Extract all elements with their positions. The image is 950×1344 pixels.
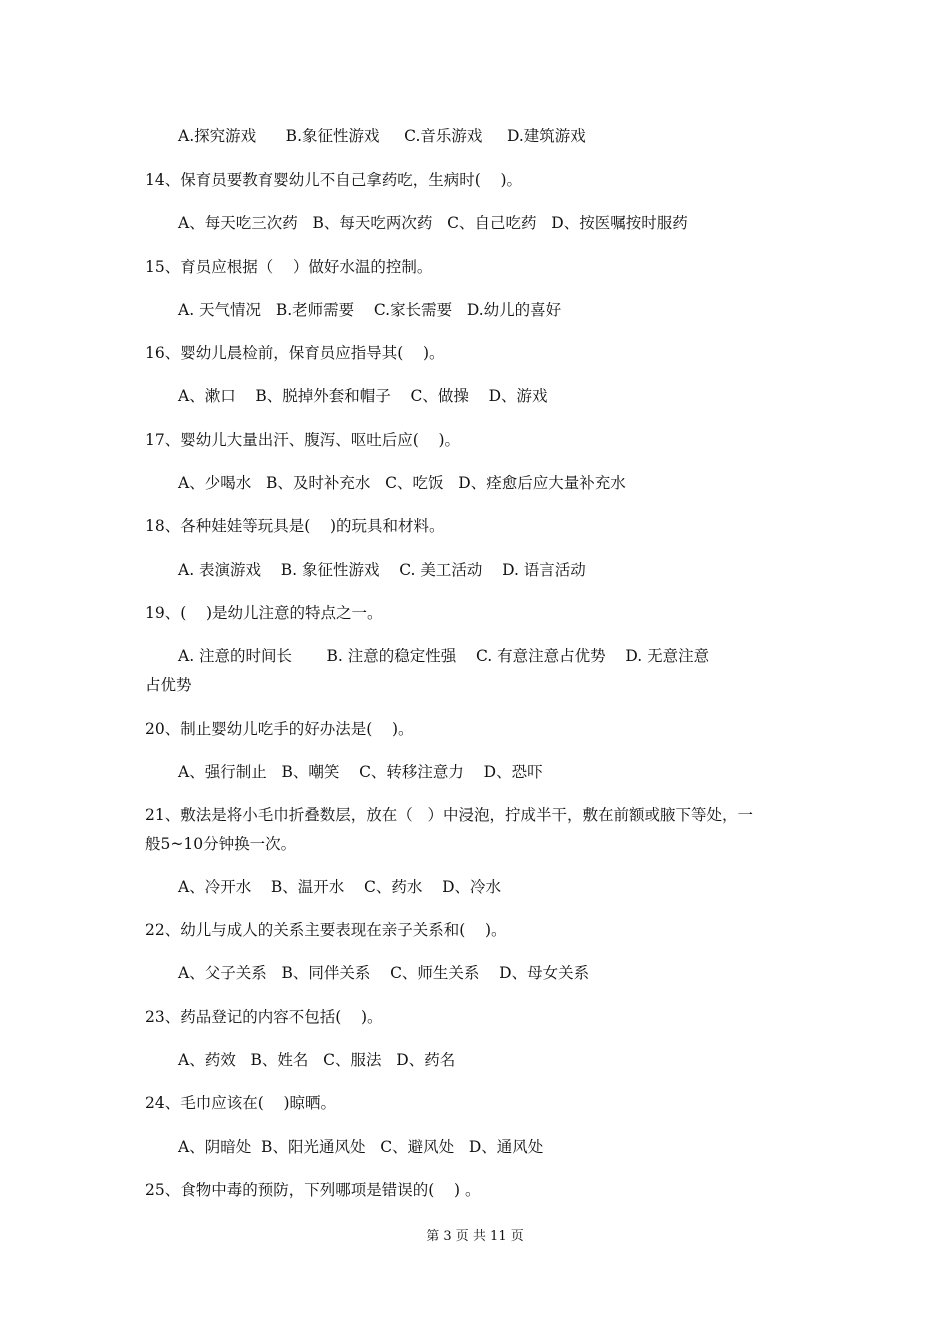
question-line: 22、幼儿与成人的关系主要表现在亲子关系和( )。 [145,921,507,939]
option-line: A.探究游戏 B.象征性游戏 C.音乐游戏 D.建筑游戏 [178,127,586,145]
option-line: A、阴暗处 B、阳光通风处 C、避风处 D、通风处 [178,1138,544,1156]
question-line: 24、毛巾应该在( )晾晒。 [145,1094,337,1112]
option-line: A. 注意的时间长 B. 注意的稳定性强 C. 有意注意占优势 D. 无意注意 [178,647,710,665]
option-line: A、父子关系 B、同伴关系 C、师生关系 D、母女关系 [178,964,590,982]
question-line: 18、各种娃娃等玩具是( )的玩具和材料。 [145,517,445,535]
continuation-line: 占优势 [145,676,192,694]
continuation-line: 般5~10分钟换一次。 [145,835,297,853]
question-line: 23、药品登记的内容不包括( )。 [145,1008,383,1026]
option-line: A、每天吃三次药 B、每天吃两次药 C、自己吃药 D、按医嘱按时服药 [178,214,688,232]
option-line: A. 表演游戏 B. 象征性游戏 C. 美工活动 D. 语言活动 [178,561,586,579]
option-line: A、强行制止 B、嘲笑 C、转移注意力 D、恐吓 [178,763,543,781]
question-line: 21、敷法是将小毛巾折叠数层，放在（ ）中浸泡，拧成半干，敷在前额或腋下等处，一 [145,806,754,824]
question-line: 17、婴幼儿大量出汗、腹泻、呕吐后应( )。 [145,431,461,449]
page-footer: 第 3 页 共 11 页 [426,1229,524,1244]
question-line: 16、婴幼儿晨检前，保育员应指导其( )。 [145,344,445,362]
question-line: 15、育员应根据（ ）做好水温的控制。 [145,258,433,276]
option-line: A、药效 B、姓名 C、服法 D、药名 [178,1051,456,1069]
question-line: 20、制止婴幼儿吃手的好办法是( )。 [145,720,414,738]
option-line: A、冷开水 B、温开水 C、药水 D、冷水 [178,878,501,896]
option-line: A、少喝水 B、及时补充水 C、吃饭 D、痊愈后应大量补充水 [178,474,626,492]
option-line: A. 天气情况 B.老师需要 C.家长需要 D.幼儿的喜好 [178,301,562,319]
option-line: A、漱口 B、脱掉外套和帽子 C、做操 D、游戏 [178,387,548,405]
question-line: 25、食物中毒的预防，下列哪项是错误的( ) 。 [145,1181,481,1199]
question-line: 14、保育员要教育婴幼儿不自己拿药吃，生病时( )。 [145,171,523,189]
question-line: 19、( )是幼儿注意的特点之一。 [145,604,383,622]
